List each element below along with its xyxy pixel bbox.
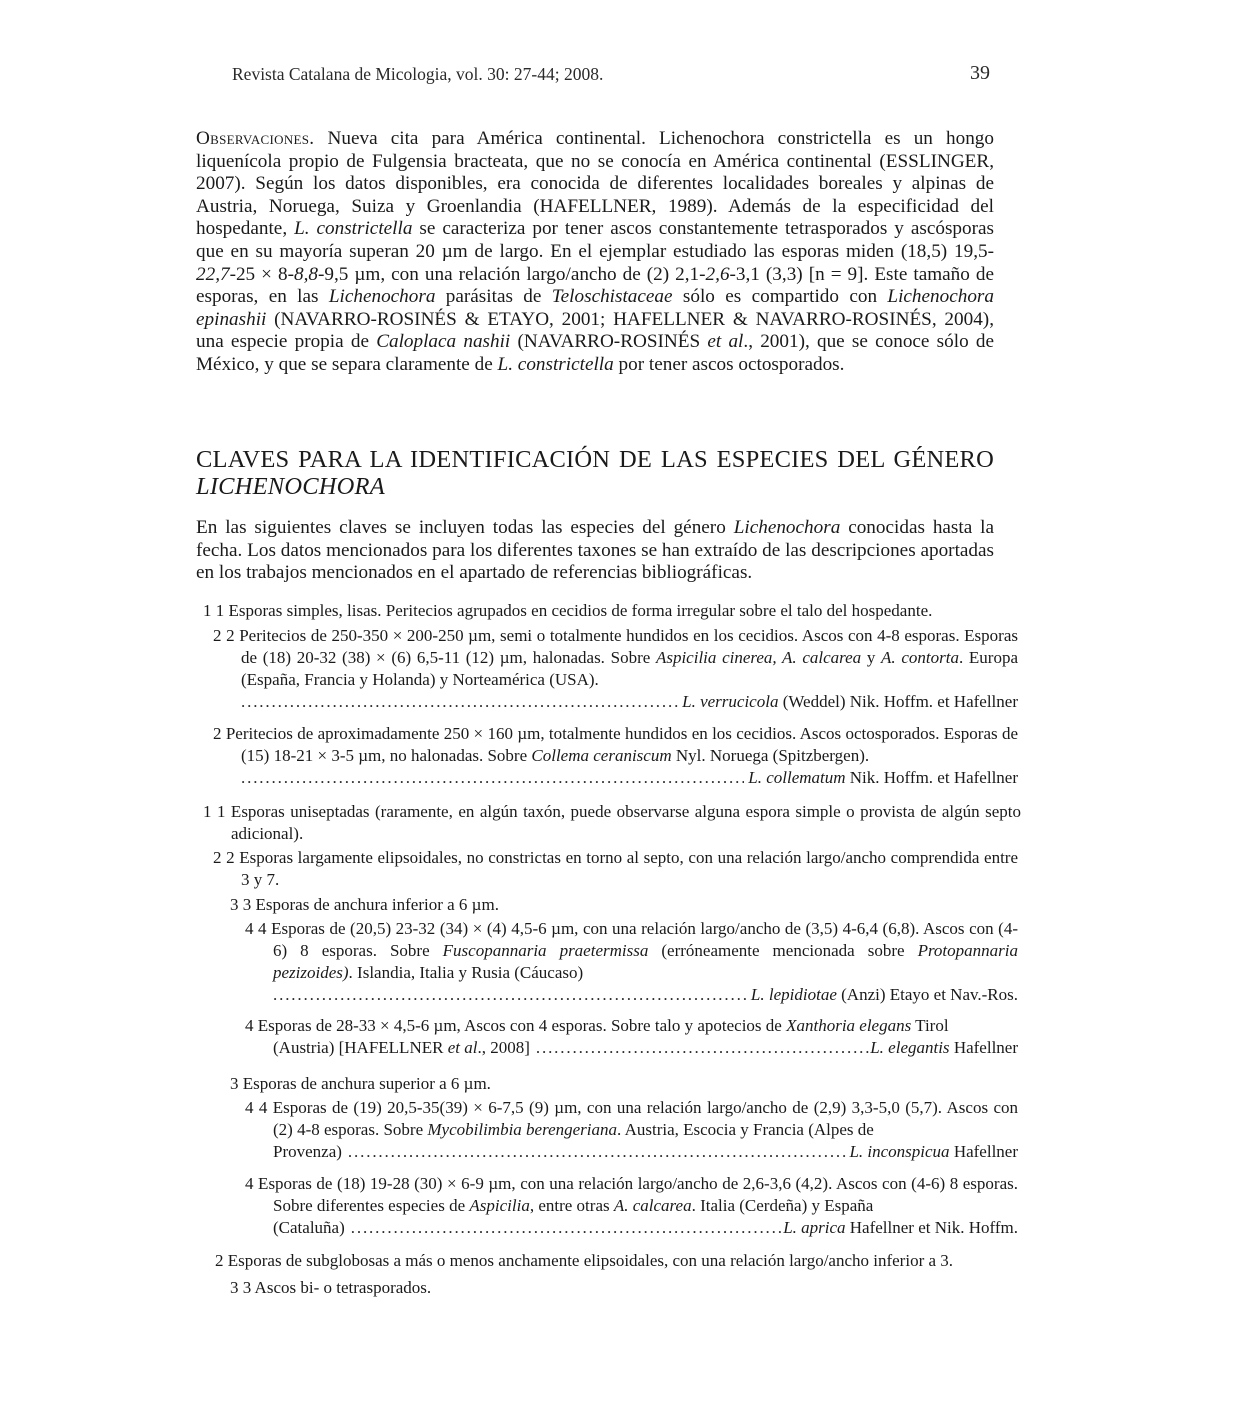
key-entry-22: 2 2 Esporas largamente elipsoidales, no constrictas en torno al septo, con una relación largo/ancho comprendida entre 3 y 7. [213,848,1018,889]
running-header [232,64,990,85]
italic-value: 22,7 [196,263,230,285]
text: ., 2001), que se conoce sólo de México, y que se separa claramente de [196,331,994,375]
taxon-authority: Hafellner [949,1038,1018,1057]
taxon-authority: Nik. Hoffm. et Hafellner [845,768,1018,787]
et-al: et al [707,331,744,353]
taxon-name [682,691,1018,713]
dot-leader [273,984,747,1006]
observaciones-paragraph [196,128,994,377]
text: ., 2008] [477,1038,530,1057]
dot-leader [241,691,678,713]
text: . Islandia, Italia y Rusia (Cáucaso) [348,963,584,982]
intro-paragraph [196,517,994,585]
key-entry-4c [245,1173,1018,1239]
host-species: Xanthoria elegans [786,1016,912,1035]
species-name: L. constrictella [294,218,413,240]
text: (NAVARRO-ROSINÉS [510,331,708,353]
taxon-name [783,1217,1018,1239]
taxon-authority: Hafellner [949,1142,1018,1161]
taxon-authority: Hafellner et Nik. Hoffm. [845,1218,1018,1237]
text [273,1037,530,1059]
key-entry-44a [245,918,1018,1006]
text: parásitas de [435,286,552,308]
species-name: Caloplaca nashii [376,331,511,353]
key-entry-1: 1 1 Esporas simples, lisas. Peritecios agrupados en cecidios de forma irregular sobre el talo del hospedante. [203,601,933,620]
text: se caracteriza por tener ascos constantemente tetrasporados y ascósporas que en su mayoría superan 20 µm de largo. En el ejemplar estudiado las esporas miden (18,5) 19,5- [196,218,994,262]
text: -3,1 (3,3) [n = 9]. Este tamaño de esporas, en las [196,263,994,308]
taxon-epithet: L. inconspicua [849,1142,950,1161]
key-entry-2c: 2 Esporas de subglobosas a más o menos anchamente elipsoidales, con una relación largo/ancho inferior a 3. [215,1251,954,1270]
text: 2 Peritecios de aproximadamente 250 × 160 µm, totalmente hundidos en los cecidios. Ascos octosporados. Esporas de (15) 18-21 × 3-5 µm, no halonadas. Sobre [213,724,1018,765]
text: En las siguientes claves se incluyen todas las especies del género [196,517,734,538]
taxon-name [751,984,1018,1006]
observaciones-lead: Observaciones. [196,128,315,149]
key-entry-33b: 3 3 Ascos bi- o tetrasporados. [230,1278,432,1297]
text: 4 4 Esporas de (20,5) 23-32 (34) × (4) 4,5-6 µm, con una relación largo/ancho de (3,5) 4-6,4 (6,8). Ascos con (4-6) 8 esporas. Sobre [245,919,1018,960]
key-entry-1b: 1 1 Esporas uniseptadas (raramente, en algún taxón, puede observarse alguna espora simple o provista de algún septo adicional). [203,802,1021,843]
host-genus: Aspicilia [469,1196,530,1215]
text: . Austria, Escocia y Francia (Alpes de [617,1120,874,1139]
et-al: et al [447,1038,478,1057]
host-species: Aspicilia cinerea, A. calcarea [655,648,862,667]
key-entry-44b [245,1097,1018,1163]
text: . Europa (España, Francia y Holanda) y Norteamérica (USA). [241,648,1018,689]
species-name: Lichenochora epinashii [196,286,994,330]
taxon-authority: (Anzi) Etayo et Nav.-Ros. [836,985,1018,1004]
text: (erróneamente mencionada sobre [648,941,918,960]
key-taxon-line [273,1037,1018,1059]
host-species: A. contorta [881,648,959,667]
taxon-epithet: L. aprica [783,1218,846,1237]
text: . Italia (Cerdeña) y España [691,1196,874,1215]
host-species: Protopannaria pezizoides) [273,941,1018,982]
text: y [861,648,882,667]
taxon-name [849,1141,1018,1163]
species-name: L. constrictella [497,353,614,375]
text: (NAVARRO-ROSINÉS & ETAYO, 2001; HAFELLNER & NAVARRO-ROSINÉS, 2004), una especie propia de [196,308,994,353]
journal-citation: Revista Catalana de Micologia, vol. 30: 27-44; 2008. [232,64,604,84]
text: Provenza) [273,1142,342,1161]
key-taxon-line [273,1217,1018,1239]
key-entry-3b: 3 Esporas de anchura superior a 6 µm. [230,1074,491,1093]
host-species: A. calcarea [613,1196,692,1215]
key-taxon-line [273,984,1018,1006]
genus-name: Lichenochora [733,517,841,538]
section-heading-genus: LICHENOCHORA [196,473,385,500]
taxon-epithet: L. elegantis [870,1038,950,1057]
taxon-name [870,1037,1018,1059]
taxon-epithet: L. collematum [748,768,846,787]
taxon-name [748,767,1018,789]
text: , entre otras [529,1196,614,1215]
text: por tener ascos octosporados. [613,353,845,375]
text: 4 Esporas de 28-33 × 4,5-6 µm, Ascos con 4 esporas. Sobre talo y apotecios de [245,1016,787,1035]
italic-value: 2,6 [705,263,730,285]
text: (Cataluña) [273,1218,345,1237]
genus-name: Lichenochora [328,286,436,308]
text: 4 Esporas de (18) 19-28 (30) × 6-9 µm, con una relación largo/ancho de 2,6-3,6 (4,2). Ascos con (4-6) 8 esporas. Sobre diferentes especies de [245,1174,1018,1215]
text: Tirol [911,1016,949,1035]
text: Nyl. Noruega (Spitzbergen). [671,746,870,765]
section-heading: CLAVES PARA LA IDENTIFICACIÓN DE LAS ESPECIES DEL GÉNERO [196,446,994,473]
text: conocidas hasta la fecha. Los datos mencionados para los diferentes taxones se han extraído de las descripciones aportadas en los trabajos mencionados en el apartado de referencias bibliográficas. [196,517,995,584]
key-taxon-line [241,767,1018,789]
text: 4 4 Esporas de (19) 20,5-35(39) × 6-7,5 (9) µm, con una relación largo/ancho de (2,9) 3,3-5,0 (5,7). Ascos con (2) 4-8 esporas. Sobre [245,1098,1018,1139]
text: -25 × 8- [229,263,294,285]
dot-leader [536,1037,870,1059]
page-number: 39 [970,62,990,84]
host-species: Fuscopannaria praetermissa [442,941,649,960]
key-entry-2b [213,723,1018,789]
family-name: Teloschistaceae [551,286,673,308]
text: sólo es compartido con [672,286,888,308]
dot-leader [351,1217,783,1239]
text: -9,5 µm, con una relación largo/ancho de (2) 2,1- [317,263,706,285]
taxon-epithet: L. lepidiotae [750,985,837,1004]
key-taxon-line [241,691,1018,713]
key-entry-2 [213,625,1018,713]
italic-value: 8,8 [294,263,318,285]
text: Nueva cita para América continental. Lichenochora constrictella es un hongo liquenícola propio de Fulgensia bracteata, que no se conocía en América continental (ESSLINGER, 2007). Según los datos disponibles, era conocida de diferentes localidades boreales y alpinas de Austria, Noruega, Suiza y Groenlandia (HAFELLNER, 1989). Además de la especificidad del hospedante, [196,128,994,240]
host-species: Mycobilimbia berengeriana [427,1120,618,1139]
dot-leader [348,1141,850,1163]
host-species: Collema ceraniscum [531,746,672,765]
text: (Austria) [HAFELLNER [273,1038,448,1057]
text: 2 2 Peritecios de 250-350 × 200-250 µm, semi o totalmente hundidos en los cecidios. Ascos con 4-8 esporas. Esporas de (18) 20-32 (38) × (6) 6,5-11 (12) µm, halonadas. Sobre [213,626,1018,667]
key-entry-4b [245,1015,1018,1059]
taxon-authority: (Weddel) Nik. Hoffm. et Hafellner [778,692,1018,711]
key-entry-33: 3 3 Esporas de anchura inferior a 6 µm. [230,895,499,914]
dot-leader [241,767,744,789]
taxon-epithet: L. verrucicola [682,692,779,711]
key-taxon-line [273,1141,1018,1163]
